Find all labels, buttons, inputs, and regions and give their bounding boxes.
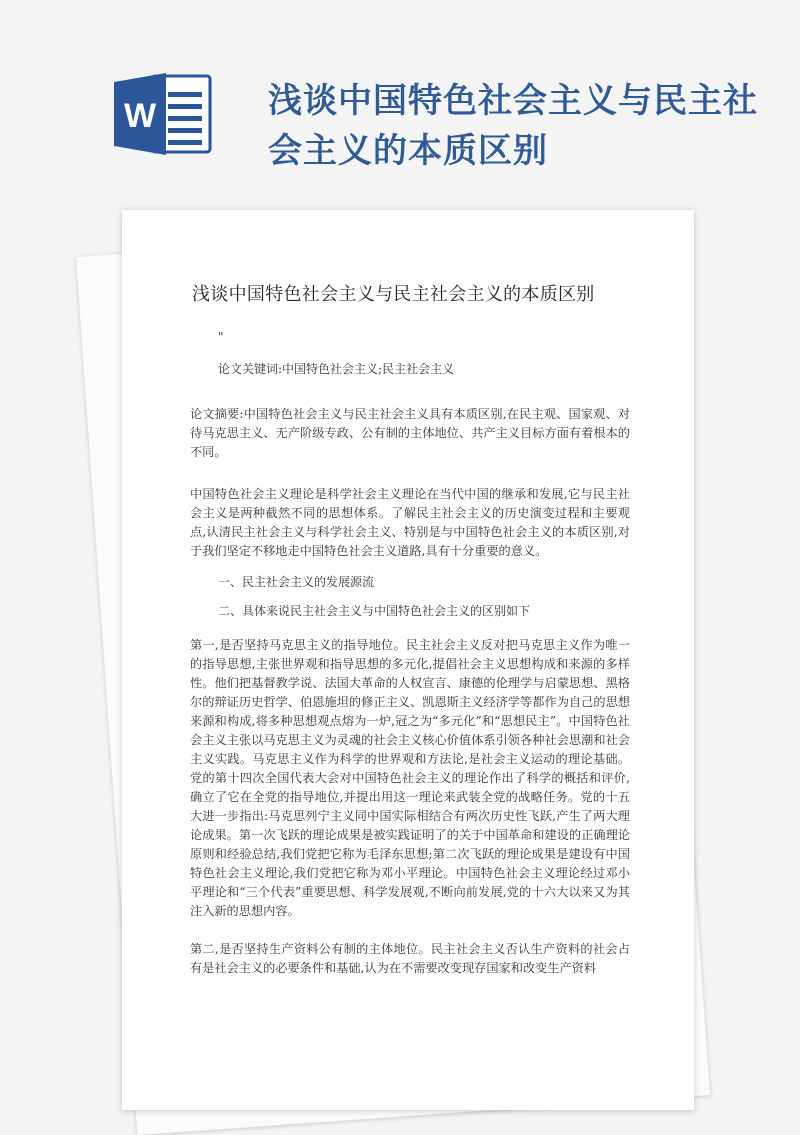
header-title: 浅谈中国特色社会主义与民主社会主义的本质区别 [268, 81, 758, 171]
section-heading-1: 一、民主社会主义的发展源流 [218, 575, 375, 589]
keywords-line: 论文关键词:中国特色社会主义;民主社会主义 [218, 362, 455, 376]
abstract-paragraph: 论文摘要:中国特色社会主义与民主社会主义具有本质区别,在民主观、国家观、对待马克思主义、无产阶级专政、公有制的主体地位、共产主义目标方面有着根本的不同。 [190, 407, 630, 459]
paragraph-second-point: 第二,是否坚持生产资料公有制的主体地位。民主社会主义否认生产资料的社会占有是社会主义的必要条件和基础,认为在不需要改变现存国家和改变生产资料 [190, 942, 630, 975]
word-document-icon [112, 70, 214, 158]
document-page [122, 210, 694, 1110]
section-heading-2: 二、具体来说民主社会主义与中国特色社会主义的区别如下 [218, 604, 531, 618]
word-icon-letter: W [123, 97, 157, 135]
paragraph-first-point: 第一,是否坚持马克思主义的指导地位。民主社会主义反对把马克思主义作为唯一的指导思想,主张世界观和指导思想的多元化,提倡社会主义思想构成和来源的多样性。他们把基督教学说、法国大革命的人权宣言、康德的伦理学与启蒙思想、黑格尔的辩证历史哲学、伯恩施坦的修正主义、凯恩斯主义经济学等都作为自己的思想来源和构成,将多种思想观点熔为一炉,冠之为“多元化”和“思想民主”。中国特色社会主义主张以马克思主义为灵魂的社会主义核心价值体系引领各种社会思潮和社会主义实践。马克思主义作为科学的世界观和方法论,是社会主义运动的理论基础。党的第十四次全国代表大会对中国特色社会主义的理论作出了科学的概括和评价,确立了它在全党的指导地位,并提出用这一理论来武装全党的战略任务。党的十五大进一步指出:马克思列宁主义同中国实际相结合有两次历史性飞跃,产生了两大理论成果。第一次飞跃的理论成果是被实践证明了的关于中国革命和建设的正确理论原则和经验总结,我们党把它称为毛泽东思想;第二次飞跃的理论成果是建设有中国特色社会主义理论,我们党把它称为邓小平理论。中国特色社会主义理论经过邓小平理论和“三个代表”重要思想、科学发展观,不断向前发展,党的十六大以来又为其注入新的思想内容。 [190, 638, 630, 918]
quote-mark: " [218, 330, 224, 344]
intro-paragraph: 中国特色社会主义理论是科学社会主义理论在当代中国的继承和发展,它与民主社会主义是两种截然不同的思想体系。了解民主社会主义的历史演变过程和主要观点,认清民主社会主义与科学社会主义、特别是与中国特色社会主义的本质区别,对于我们坚定不移地走中国特色社会主义道路,具有十分重要的意义。 [190, 487, 630, 558]
document-title: 浅谈中国特色社会主义与民主社会主义的本质区别 [192, 284, 595, 305]
